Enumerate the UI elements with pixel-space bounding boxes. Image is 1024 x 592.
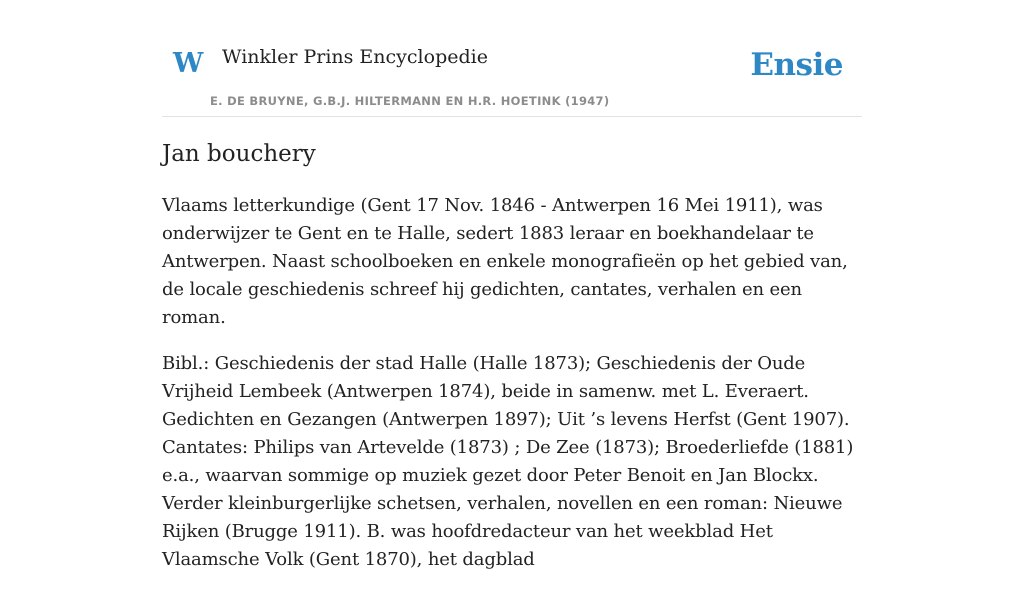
article-title: Jan bouchery xyxy=(162,141,316,167)
header xyxy=(162,0,862,117)
book-logo-icon[interactable]: W xyxy=(173,48,204,79)
article-bibliography: Bibl.: Geschiedenis der stad Halle (Halle 1873); Geschiedenis der Oude Vrijheid Lembeek (Antwerpen 1874), beide in samenw. met L. Everaert. Gedichten en Gezangen (Antwerpen 1897); Uit ’s levens Herfst (Gent 1907). Cantates: Philips van Artevelde (1873) ; De Zee (1873); Broederliefde (1881) e.a., waarvan sommige op muziek gezet door Peter Benoit en Jan Blockx. Verder kleinburgerlijke schetsen, verhalen, novellen en een roman: Nieuwe Rijken (Brugge 1911). B. was hoofdredacteur van het weekblad Het Vlaamsche Volk (Gent 1870), het dagblad xyxy=(162,353,854,571)
ensie-logo[interactable]: Ensie xyxy=(750,47,843,83)
book-authors: E. DE BRUYNE, G.B.J. HILTERMANN EN H.R. HOETINK (1947) xyxy=(210,94,610,108)
book-title[interactable]: Winkler Prins Encyclopedie xyxy=(222,46,488,68)
article-paragraph: Vlaams letterkundige (Gent 17 Nov. 1846 - Antwerpen 16 Mei 1911), was onderwijzer te Gent en te Halle, sedert 1883 leraar en boekhandelaar te Antwerpen. Naast schoolboeken en enkele monografieën op het gebied van, de locale geschiedenis schreef hij gedichten, cantates, verhalen en een roman. xyxy=(162,195,848,329)
article xyxy=(162,138,862,592)
